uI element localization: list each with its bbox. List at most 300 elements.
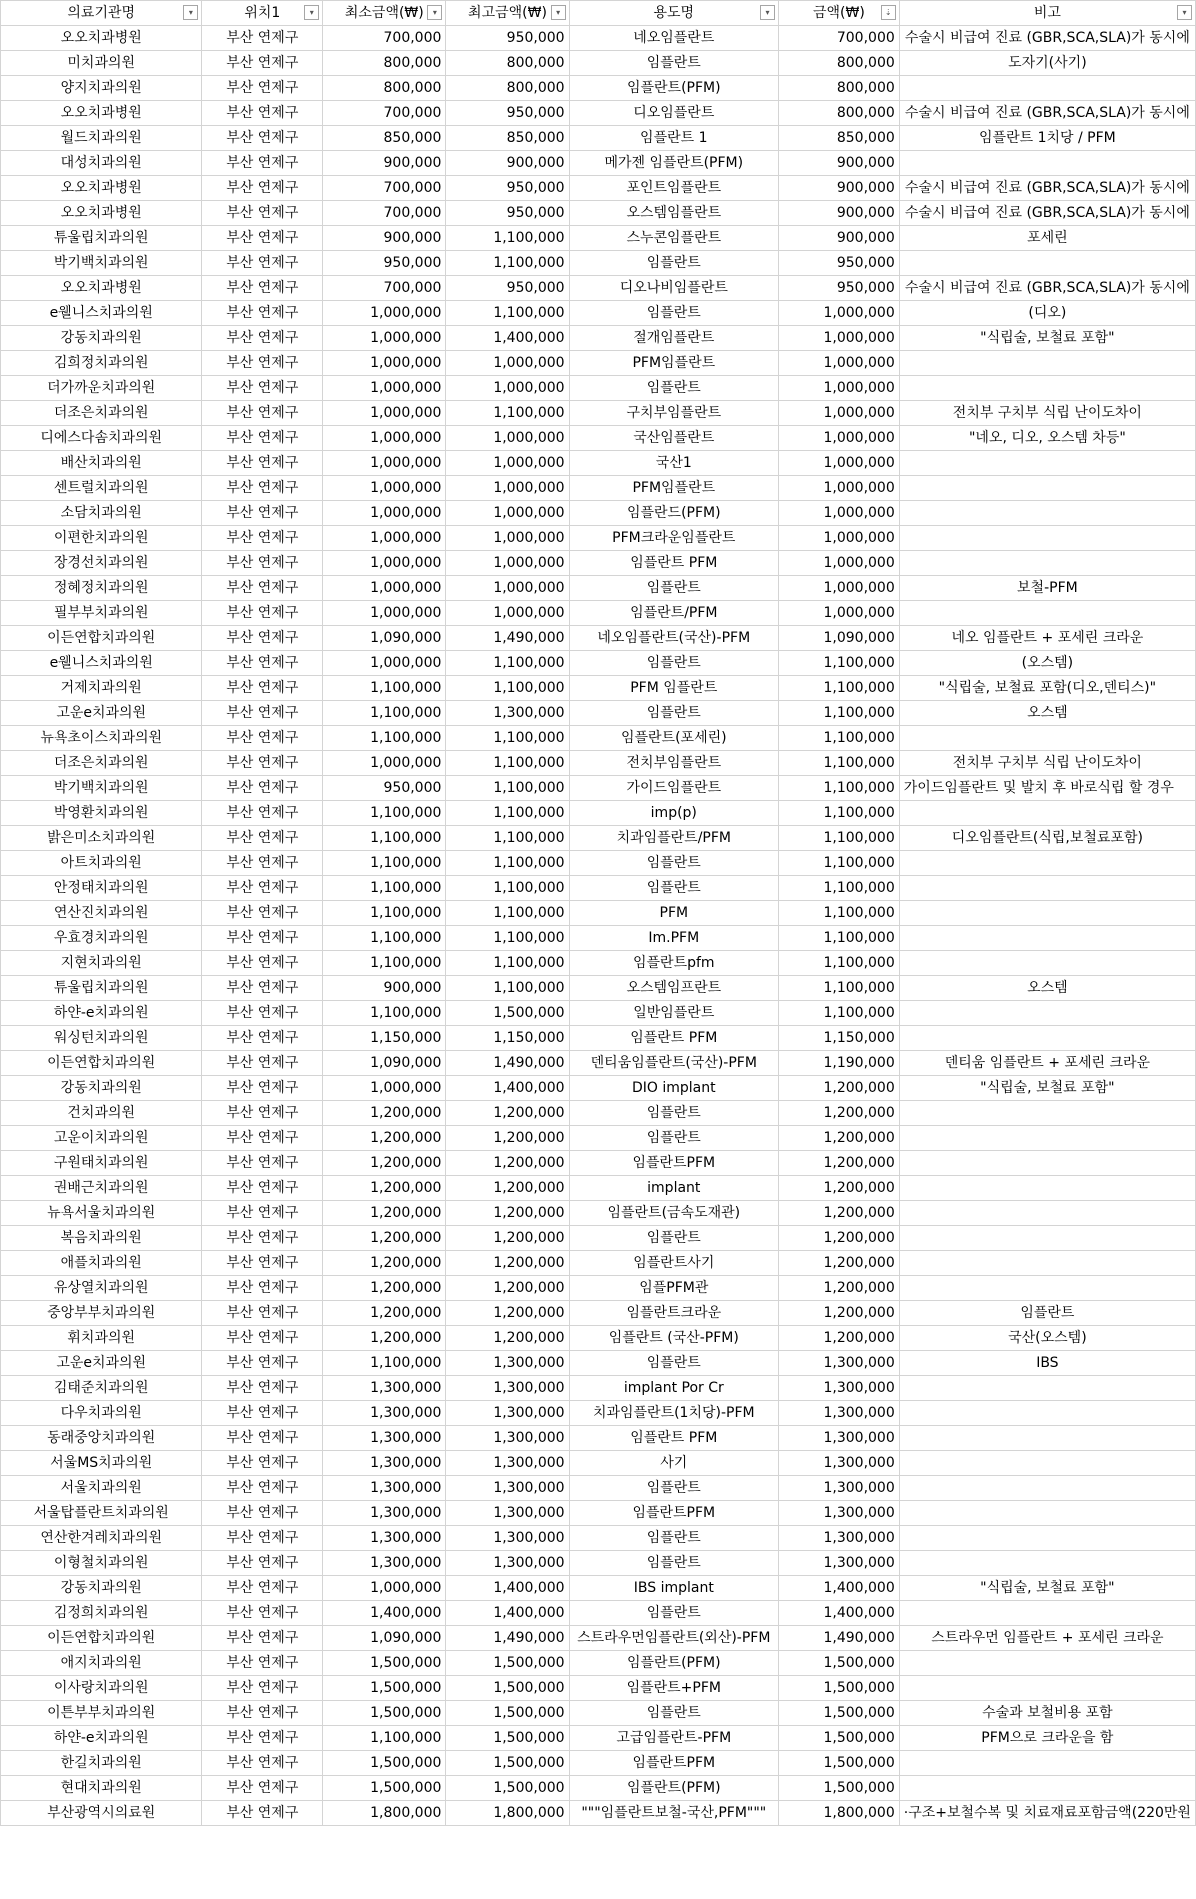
cell-institution[interactable]: 김희정치과의원	[1, 351, 202, 376]
cell-max-amount[interactable]: 1,100,000	[446, 951, 569, 976]
cell-institution[interactable]: 김정희치과의원	[1, 1601, 202, 1626]
cell-max-amount[interactable]: 1,000,000	[446, 451, 569, 476]
cell-institution[interactable]: 센트럴치과의원	[1, 476, 202, 501]
cell-usage[interactable]: PFM	[569, 901, 778, 926]
cell-max-amount[interactable]: 1,300,000	[446, 701, 569, 726]
cell-notes[interactable]	[899, 76, 1195, 101]
cell-min-amount[interactable]: 1,500,000	[323, 1751, 446, 1776]
cell-usage[interactable]: 스누콘임플란트	[569, 226, 778, 251]
cell-notes[interactable]: PFM으로 크라운을 함	[899, 1726, 1195, 1751]
cell-min-amount[interactable]: 900,000	[323, 151, 446, 176]
cell-location[interactable]: 부산 연제구	[202, 926, 323, 951]
cell-location[interactable]: 부산 연제구	[202, 626, 323, 651]
cell-institution[interactable]: 서울치과의원	[1, 1476, 202, 1501]
cell-min-amount[interactable]: 850,000	[323, 126, 446, 151]
cell-amount[interactable]: 1,000,000	[779, 501, 900, 526]
cell-notes[interactable]	[899, 476, 1195, 501]
cell-amount[interactable]: 1,100,000	[779, 1001, 900, 1026]
cell-max-amount[interactable]: 950,000	[446, 276, 569, 301]
cell-location[interactable]: 부산 연제구	[202, 151, 323, 176]
cell-location[interactable]: 부산 연제구	[202, 576, 323, 601]
cell-notes[interactable]	[899, 1501, 1195, 1526]
cell-usage[interactable]: 구치부임플란트	[569, 401, 778, 426]
cell-min-amount[interactable]: 1,000,000	[323, 326, 446, 351]
cell-notes[interactable]	[899, 1601, 1195, 1626]
cell-amount[interactable]: 1,000,000	[779, 401, 900, 426]
cell-institution[interactable]: 애지치과의원	[1, 1651, 202, 1676]
cell-location[interactable]: 부산 연제구	[202, 1401, 323, 1426]
cell-institution[interactable]: 안정태치과의원	[1, 876, 202, 901]
cell-location[interactable]: 부산 연제구	[202, 1301, 323, 1326]
cell-max-amount[interactable]: 1,000,000	[446, 501, 569, 526]
cell-amount[interactable]: 1,200,000	[779, 1251, 900, 1276]
cell-usage[interactable]: 메가젠 임플란트(PFM)	[569, 151, 778, 176]
cell-amount[interactable]: 1,150,000	[779, 1026, 900, 1051]
cell-institution[interactable]: 더조은치과의원	[1, 751, 202, 776]
cell-min-amount[interactable]: 1,000,000	[323, 601, 446, 626]
cell-location[interactable]: 부산 연제구	[202, 1051, 323, 1076]
cell-amount[interactable]: 1,400,000	[779, 1576, 900, 1601]
header-institution[interactable]	[1, 1, 202, 26]
cell-notes[interactable]	[899, 1651, 1195, 1676]
cell-location[interactable]: 부산 연제구	[202, 1001, 323, 1026]
cell-usage[interactable]: 임플란트	[569, 251, 778, 276]
cell-max-amount[interactable]: 1,100,000	[446, 226, 569, 251]
cell-notes[interactable]	[899, 1176, 1195, 1201]
cell-max-amount[interactable]: 1,100,000	[446, 726, 569, 751]
cell-notes[interactable]: 수술시 비급여 진료 (GBR,SCA,SLA)가 동시에	[899, 26, 1195, 51]
cell-amount[interactable]: 1,200,000	[779, 1076, 900, 1101]
cell-location[interactable]: 부산 연제구	[202, 551, 323, 576]
cell-notes[interactable]	[899, 876, 1195, 901]
cell-usage[interactable]: 임플란트	[569, 1351, 778, 1376]
cell-usage[interactable]: 임플란트	[569, 701, 778, 726]
cell-institution[interactable]: 오오치과병원	[1, 201, 202, 226]
cell-max-amount[interactable]: 1,000,000	[446, 576, 569, 601]
cell-institution[interactable]: 이든연합치과의원	[1, 1626, 202, 1651]
cell-location[interactable]: 부산 연제구	[202, 1251, 323, 1276]
header-amount[interactable]	[779, 1, 900, 26]
cell-min-amount[interactable]: 1,200,000	[323, 1201, 446, 1226]
cell-notes[interactable]: 전치부 구치부 식립 난이도차이	[899, 401, 1195, 426]
cell-notes[interactable]	[899, 251, 1195, 276]
cell-amount[interactable]: 950,000	[779, 276, 900, 301]
cell-notes[interactable]	[899, 151, 1195, 176]
cell-amount[interactable]: 1,300,000	[779, 1476, 900, 1501]
cell-location[interactable]: 부산 연제구	[202, 1326, 323, 1351]
cell-institution[interactable]: 장경선치과의원	[1, 551, 202, 576]
cell-usage[interactable]: 임플란트(포세린)	[569, 726, 778, 751]
cell-notes[interactable]	[899, 526, 1195, 551]
cell-location[interactable]: 부산 연제구	[202, 1076, 323, 1101]
cell-min-amount[interactable]: 1,090,000	[323, 1626, 446, 1651]
cell-institution[interactable]: 강동치과의원	[1, 326, 202, 351]
header-min-amount[interactable]	[323, 1, 446, 26]
cell-max-amount[interactable]: 1,100,000	[446, 801, 569, 826]
cell-usage[interactable]: 오스템임플란트	[569, 201, 778, 226]
cell-max-amount[interactable]: 1,490,000	[446, 1626, 569, 1651]
cell-usage[interactable]: 임플란트(금속도재관)	[569, 1201, 778, 1226]
cell-usage[interactable]: 덴티움임플란트(국산)-PFM	[569, 1051, 778, 1076]
cell-notes[interactable]	[899, 601, 1195, 626]
cell-usage[interactable]: 임플란트	[569, 1701, 778, 1726]
cell-institution[interactable]: 한길치과의원	[1, 1751, 202, 1776]
cell-location[interactable]: 부산 연제구	[202, 1776, 323, 1801]
cell-max-amount[interactable]: 1,200,000	[446, 1151, 569, 1176]
cell-min-amount[interactable]: 1,100,000	[323, 1351, 446, 1376]
cell-max-amount[interactable]: 1,100,000	[446, 876, 569, 901]
cell-notes[interactable]: 임플란트	[899, 1301, 1195, 1326]
cell-institution[interactable]: 강동치과의원	[1, 1576, 202, 1601]
cell-institution[interactable]: 미치과의원	[1, 51, 202, 76]
cell-usage[interactable]: 디오임플란트	[569, 101, 778, 126]
cell-usage[interactable]: 임플란트(PFM)	[569, 1776, 778, 1801]
cell-location[interactable]: 부산 연제구	[202, 376, 323, 401]
cell-usage[interactable]: 오스템임프란트	[569, 976, 778, 1001]
cell-amount[interactable]: 1,500,000	[779, 1726, 900, 1751]
cell-min-amount[interactable]: 1,090,000	[323, 1051, 446, 1076]
cell-max-amount[interactable]: 1,200,000	[446, 1176, 569, 1201]
cell-min-amount[interactable]: 1,500,000	[323, 1776, 446, 1801]
cell-amount[interactable]: 900,000	[779, 201, 900, 226]
cell-location[interactable]: 부산 연제구	[202, 426, 323, 451]
cell-institution[interactable]: 오오치과병원	[1, 176, 202, 201]
cell-notes[interactable]	[899, 551, 1195, 576]
cell-min-amount[interactable]: 950,000	[323, 776, 446, 801]
cell-max-amount[interactable]: 950,000	[446, 101, 569, 126]
cell-location[interactable]: 부산 연제구	[202, 876, 323, 901]
cell-institution[interactable]: 고운e치과의원	[1, 1351, 202, 1376]
cell-max-amount[interactable]: 1,500,000	[446, 1676, 569, 1701]
cell-location[interactable]: 부산 연제구	[202, 776, 323, 801]
cell-min-amount[interactable]: 1,400,000	[323, 1601, 446, 1626]
cell-institution[interactable]: 애플치과의원	[1, 1251, 202, 1276]
cell-location[interactable]: 부산 연제구	[202, 1226, 323, 1251]
cell-min-amount[interactable]: 700,000	[323, 176, 446, 201]
cell-location[interactable]: 부산 연제구	[202, 1426, 323, 1451]
cell-min-amount[interactable]: 1,000,000	[323, 1076, 446, 1101]
cell-usage[interactable]: 임플란드(PFM)	[569, 501, 778, 526]
cell-max-amount[interactable]: 1,300,000	[446, 1451, 569, 1476]
cell-usage[interactable]: 임플란트	[569, 1101, 778, 1126]
cell-max-amount[interactable]: 1,100,000	[446, 651, 569, 676]
cell-location[interactable]: 부산 연제구	[202, 1726, 323, 1751]
cell-location[interactable]: 부산 연제구	[202, 601, 323, 626]
cell-institution[interactable]: 정혜정치과의원	[1, 576, 202, 601]
cell-notes[interactable]: 도자기(사기)	[899, 51, 1195, 76]
cell-usage[interactable]: 일반임플란트	[569, 1001, 778, 1026]
cell-min-amount[interactable]: 1,000,000	[323, 401, 446, 426]
cell-location[interactable]: 부산 연제구	[202, 1651, 323, 1676]
cell-notes[interactable]: IBS	[899, 1351, 1195, 1376]
cell-usage[interactable]: imp(p)	[569, 801, 778, 826]
cell-notes[interactable]: 덴티움 임플란트 + 포세린 크라운	[899, 1051, 1195, 1076]
cell-institution[interactable]: 튜울립치과의원	[1, 976, 202, 1001]
cell-min-amount[interactable]: 950,000	[323, 251, 446, 276]
cell-notes[interactable]: "네오, 디오, 오스템 차등"	[899, 426, 1195, 451]
cell-location[interactable]: 부산 연제구	[202, 801, 323, 826]
cell-institution[interactable]: 박기백치과의원	[1, 251, 202, 276]
cell-institution[interactable]: 권배근치과의원	[1, 1176, 202, 1201]
cell-amount[interactable]: 1,490,000	[779, 1626, 900, 1651]
cell-location[interactable]: 부산 연제구	[202, 26, 323, 51]
cell-min-amount[interactable]: 1,000,000	[323, 351, 446, 376]
cell-notes[interactable]: 국산(오스템)	[899, 1326, 1195, 1351]
cell-notes[interactable]	[899, 1226, 1195, 1251]
cell-institution[interactable]: 더조은치과의원	[1, 401, 202, 426]
cell-max-amount[interactable]: 1,100,000	[446, 851, 569, 876]
cell-usage[interactable]: 임플란트PFM	[569, 1751, 778, 1776]
cell-notes[interactable]: 수술시 비급여 진료 (GBR,SCA,SLA)가 동시에	[899, 201, 1195, 226]
filter-icon[interactable]: ▾	[183, 5, 198, 20]
cell-max-amount[interactable]: 1,300,000	[446, 1476, 569, 1501]
cell-max-amount[interactable]: 1,490,000	[446, 626, 569, 651]
cell-min-amount[interactable]: 700,000	[323, 201, 446, 226]
cell-notes[interactable]	[899, 1151, 1195, 1176]
cell-notes[interactable]: 가이드임플란트 및 발치 후 바로식립 할 경우	[899, 776, 1195, 801]
cell-notes[interactable]	[899, 1676, 1195, 1701]
cell-notes[interactable]	[899, 726, 1195, 751]
cell-min-amount[interactable]: 1,200,000	[323, 1251, 446, 1276]
cell-usage[interactable]: 임플란트(PFM)	[569, 1651, 778, 1676]
cell-notes[interactable]	[899, 1251, 1195, 1276]
cell-location[interactable]: 부산 연제구	[202, 326, 323, 351]
cell-min-amount[interactable]: 1,000,000	[323, 476, 446, 501]
cell-institution[interactable]: 연산진치과의원	[1, 901, 202, 926]
cell-location[interactable]: 부산 연제구	[202, 51, 323, 76]
cell-notes[interactable]	[899, 1001, 1195, 1026]
cell-location[interactable]: 부산 연제구	[202, 126, 323, 151]
cell-max-amount[interactable]: 1,100,000	[446, 251, 569, 276]
cell-usage[interactable]: PFM임플란트	[569, 476, 778, 501]
cell-usage[interactable]: 임플란트	[569, 1126, 778, 1151]
cell-min-amount[interactable]: 1,200,000	[323, 1326, 446, 1351]
cell-amount[interactable]: 1,500,000	[779, 1651, 900, 1676]
cell-location[interactable]: 부산 연제구	[202, 1276, 323, 1301]
cell-notes[interactable]	[899, 1201, 1195, 1226]
cell-notes[interactable]: 오스템	[899, 976, 1195, 1001]
cell-notes[interactable]: (오스템)	[899, 651, 1195, 676]
cell-amount[interactable]: 1,200,000	[779, 1151, 900, 1176]
cell-max-amount[interactable]: 1,200,000	[446, 1226, 569, 1251]
cell-min-amount[interactable]: 1,200,000	[323, 1276, 446, 1301]
cell-institution[interactable]: 필부부치과의원	[1, 601, 202, 626]
cell-usage[interactable]: 임플란트/PFM	[569, 601, 778, 626]
cell-max-amount[interactable]: 1,800,000	[446, 1801, 569, 1826]
cell-max-amount[interactable]: 1,150,000	[446, 1026, 569, 1051]
cell-max-amount[interactable]: 1,300,000	[446, 1526, 569, 1551]
cell-usage[interactable]: Im.PFM	[569, 926, 778, 951]
cell-amount[interactable]: 1,000,000	[779, 551, 900, 576]
cell-notes[interactable]	[899, 1276, 1195, 1301]
cell-max-amount[interactable]: 1,100,000	[446, 926, 569, 951]
cell-institution[interactable]: 튜울립치과의원	[1, 226, 202, 251]
cell-amount[interactable]: 1,300,000	[779, 1376, 900, 1401]
cell-notes[interactable]: 오스템	[899, 701, 1195, 726]
cell-institution[interactable]: 이든연합치과의원	[1, 626, 202, 651]
cell-institution[interactable]: 오오치과병원	[1, 276, 202, 301]
cell-amount[interactable]: 1,000,000	[779, 326, 900, 351]
cell-location[interactable]: 부산 연제구	[202, 1801, 323, 1826]
cell-usage[interactable]: 임플란트	[569, 376, 778, 401]
cell-location[interactable]: 부산 연제구	[202, 651, 323, 676]
cell-amount[interactable]: 1,100,000	[779, 901, 900, 926]
cell-institution[interactable]: 이편한치과의원	[1, 526, 202, 551]
cell-max-amount[interactable]: 1,000,000	[446, 476, 569, 501]
cell-max-amount[interactable]: 1,490,000	[446, 1051, 569, 1076]
cell-min-amount[interactable]: 1,300,000	[323, 1476, 446, 1501]
cell-institution[interactable]: 동래중앙치과의원	[1, 1426, 202, 1451]
cell-max-amount[interactable]: 1,200,000	[446, 1126, 569, 1151]
header-max-amount[interactable]	[446, 1, 569, 26]
cell-min-amount[interactable]: 1,500,000	[323, 1676, 446, 1701]
cell-location[interactable]: 부산 연제구	[202, 901, 323, 926]
cell-usage[interactable]: 임플란트 1	[569, 126, 778, 151]
cell-notes[interactable]: 디오임플란트(식립,보철료포함)	[899, 826, 1195, 851]
cell-institution[interactable]: 오오치과병원	[1, 101, 202, 126]
cell-amount[interactable]: 1,000,000	[779, 526, 900, 551]
filter-icon[interactable]: ▾	[304, 5, 319, 20]
cell-notes[interactable]	[899, 926, 1195, 951]
cell-min-amount[interactable]: 1,000,000	[323, 426, 446, 451]
cell-max-amount[interactable]: 900,000	[446, 151, 569, 176]
cell-institution[interactable]: 다우치과의원	[1, 1401, 202, 1426]
cell-institution[interactable]: 이사랑치과의원	[1, 1676, 202, 1701]
cell-min-amount[interactable]: 1,300,000	[323, 1376, 446, 1401]
cell-amount[interactable]: 1,300,000	[779, 1401, 900, 1426]
cell-max-amount[interactable]: 1,300,000	[446, 1426, 569, 1451]
cell-notes[interactable]: "식립술, 보철료 포함"	[899, 1576, 1195, 1601]
cell-min-amount[interactable]: 1,100,000	[323, 726, 446, 751]
cell-min-amount[interactable]: 1,200,000	[323, 1151, 446, 1176]
cell-amount[interactable]: 1,090,000	[779, 626, 900, 651]
cell-amount[interactable]: 1,500,000	[779, 1751, 900, 1776]
header-location[interactable]	[202, 1, 323, 26]
cell-location[interactable]: 부산 연제구	[202, 176, 323, 201]
cell-amount[interactable]: 1,300,000	[779, 1426, 900, 1451]
cell-notes[interactable]	[899, 1551, 1195, 1576]
cell-min-amount[interactable]: 1,300,000	[323, 1501, 446, 1526]
cell-institution[interactable]: 이든연합치과의원	[1, 1051, 202, 1076]
cell-amount[interactable]: 1,100,000	[779, 701, 900, 726]
cell-max-amount[interactable]: 1,100,000	[446, 751, 569, 776]
cell-notes[interactable]: "식립술, 보철료 포함(디오,덴티스)"	[899, 676, 1195, 701]
cell-location[interactable]: 부산 연제구	[202, 1026, 323, 1051]
cell-amount[interactable]: 1,300,000	[779, 1351, 900, 1376]
cell-location[interactable]: 부산 연제구	[202, 1576, 323, 1601]
cell-max-amount[interactable]: 1,300,000	[446, 1401, 569, 1426]
cell-usage[interactable]: DIO implant	[569, 1076, 778, 1101]
cell-usage[interactable]: 임플란트pfm	[569, 951, 778, 976]
cell-amount[interactable]: 700,000	[779, 26, 900, 51]
cell-usage[interactable]: PFM 임플란트	[569, 676, 778, 701]
cell-usage[interactable]: 국산1	[569, 451, 778, 476]
cell-location[interactable]: 부산 연제구	[202, 701, 323, 726]
filter-icon[interactable]: ▾	[1177, 5, 1192, 20]
cell-institution[interactable]: 부산광역시의료원	[1, 1801, 202, 1826]
cell-min-amount[interactable]: 1,100,000	[323, 876, 446, 901]
cell-usage[interactable]: 국산임플란트	[569, 426, 778, 451]
cell-notes[interactable]	[899, 1751, 1195, 1776]
cell-institution[interactable]: 우효경치과의원	[1, 926, 202, 951]
cell-min-amount[interactable]: 700,000	[323, 26, 446, 51]
cell-amount[interactable]: 1,100,000	[779, 751, 900, 776]
cell-usage[interactable]: 임플란트	[569, 1551, 778, 1576]
cell-notes[interactable]	[899, 1776, 1195, 1801]
cell-location[interactable]: 부산 연제구	[202, 976, 323, 1001]
cell-usage[interactable]: 임플란트	[569, 851, 778, 876]
cell-notes[interactable]: 보철-PFM	[899, 576, 1195, 601]
cell-min-amount[interactable]: 1,100,000	[323, 951, 446, 976]
cell-location[interactable]: 부산 연제구	[202, 101, 323, 126]
cell-institution[interactable]: 박영환치과의원	[1, 801, 202, 826]
cell-min-amount[interactable]: 1,000,000	[323, 501, 446, 526]
cell-min-amount[interactable]: 900,000	[323, 226, 446, 251]
cell-usage[interactable]: 절개임플란트	[569, 326, 778, 351]
cell-min-amount[interactable]: 1,000,000	[323, 301, 446, 326]
cell-max-amount[interactable]: 1,500,000	[446, 1751, 569, 1776]
cell-max-amount[interactable]: 1,400,000	[446, 1576, 569, 1601]
cell-usage[interactable]: 임플란트 PFM	[569, 1026, 778, 1051]
cell-notes[interactable]	[899, 801, 1195, 826]
cell-notes[interactable]	[899, 1476, 1195, 1501]
cell-notes[interactable]: 수술시 비급여 진료 (GBR,SCA,SLA)가 동시에	[899, 101, 1195, 126]
cell-amount[interactable]: 1,500,000	[779, 1776, 900, 1801]
header-usage[interactable]	[569, 1, 778, 26]
cell-usage[interactable]: 임플란트크라운	[569, 1301, 778, 1326]
cell-max-amount[interactable]: 1,500,000	[446, 1001, 569, 1026]
cell-amount[interactable]: 1,000,000	[779, 376, 900, 401]
cell-max-amount[interactable]: 1,000,000	[446, 551, 569, 576]
cell-institution[interactable]: e웰니스치과의원	[1, 301, 202, 326]
cell-usage[interactable]: 임플란트	[569, 1601, 778, 1626]
cell-max-amount[interactable]: 1,000,000	[446, 601, 569, 626]
cell-amount[interactable]: 1,500,000	[779, 1676, 900, 1701]
cell-location[interactable]: 부산 연제구	[202, 1101, 323, 1126]
cell-amount[interactable]: 1,000,000	[779, 301, 900, 326]
cell-usage[interactable]: 임플란트	[569, 576, 778, 601]
cell-institution[interactable]: 구원태치과의원	[1, 1151, 202, 1176]
cell-location[interactable]: 부산 연제구	[202, 1476, 323, 1501]
cell-amount[interactable]: 950,000	[779, 251, 900, 276]
cell-max-amount[interactable]: 1,100,000	[446, 776, 569, 801]
cell-amount[interactable]: 800,000	[779, 101, 900, 126]
cell-notes[interactable]: 스트라우먼 임플란트 + 포세린 크라운	[899, 1626, 1195, 1651]
cell-usage[interactable]: 사기	[569, 1451, 778, 1476]
cell-location[interactable]: 부산 연제구	[202, 276, 323, 301]
cell-max-amount[interactable]: 1,200,000	[446, 1101, 569, 1126]
cell-location[interactable]: 부산 연제구	[202, 676, 323, 701]
cell-min-amount[interactable]: 1,100,000	[323, 801, 446, 826]
cell-institution[interactable]: e웰니스치과의원	[1, 651, 202, 676]
cell-min-amount[interactable]: 1,300,000	[323, 1526, 446, 1551]
cell-amount[interactable]: 1,200,000	[779, 1226, 900, 1251]
cell-usage[interactable]: PFM임플란트	[569, 351, 778, 376]
cell-amount[interactable]: 1,100,000	[779, 801, 900, 826]
cell-amount[interactable]: 800,000	[779, 76, 900, 101]
cell-max-amount[interactable]: 1,200,000	[446, 1276, 569, 1301]
cell-location[interactable]: 부산 연제구	[202, 1376, 323, 1401]
cell-institution[interactable]: 강동치과의원	[1, 1076, 202, 1101]
cell-institution[interactable]: 서울탑플란트치과의원	[1, 1501, 202, 1526]
cell-amount[interactable]: 900,000	[779, 176, 900, 201]
cell-min-amount[interactable]: 1,100,000	[323, 676, 446, 701]
cell-usage[interactable]: 임플란트사기	[569, 1251, 778, 1276]
cell-location[interactable]: 부산 연제구	[202, 501, 323, 526]
cell-min-amount[interactable]: 1,200,000	[323, 1126, 446, 1151]
cell-notes[interactable]: (디오)	[899, 301, 1195, 326]
cell-usage[interactable]: 임플란트 PFM	[569, 1426, 778, 1451]
